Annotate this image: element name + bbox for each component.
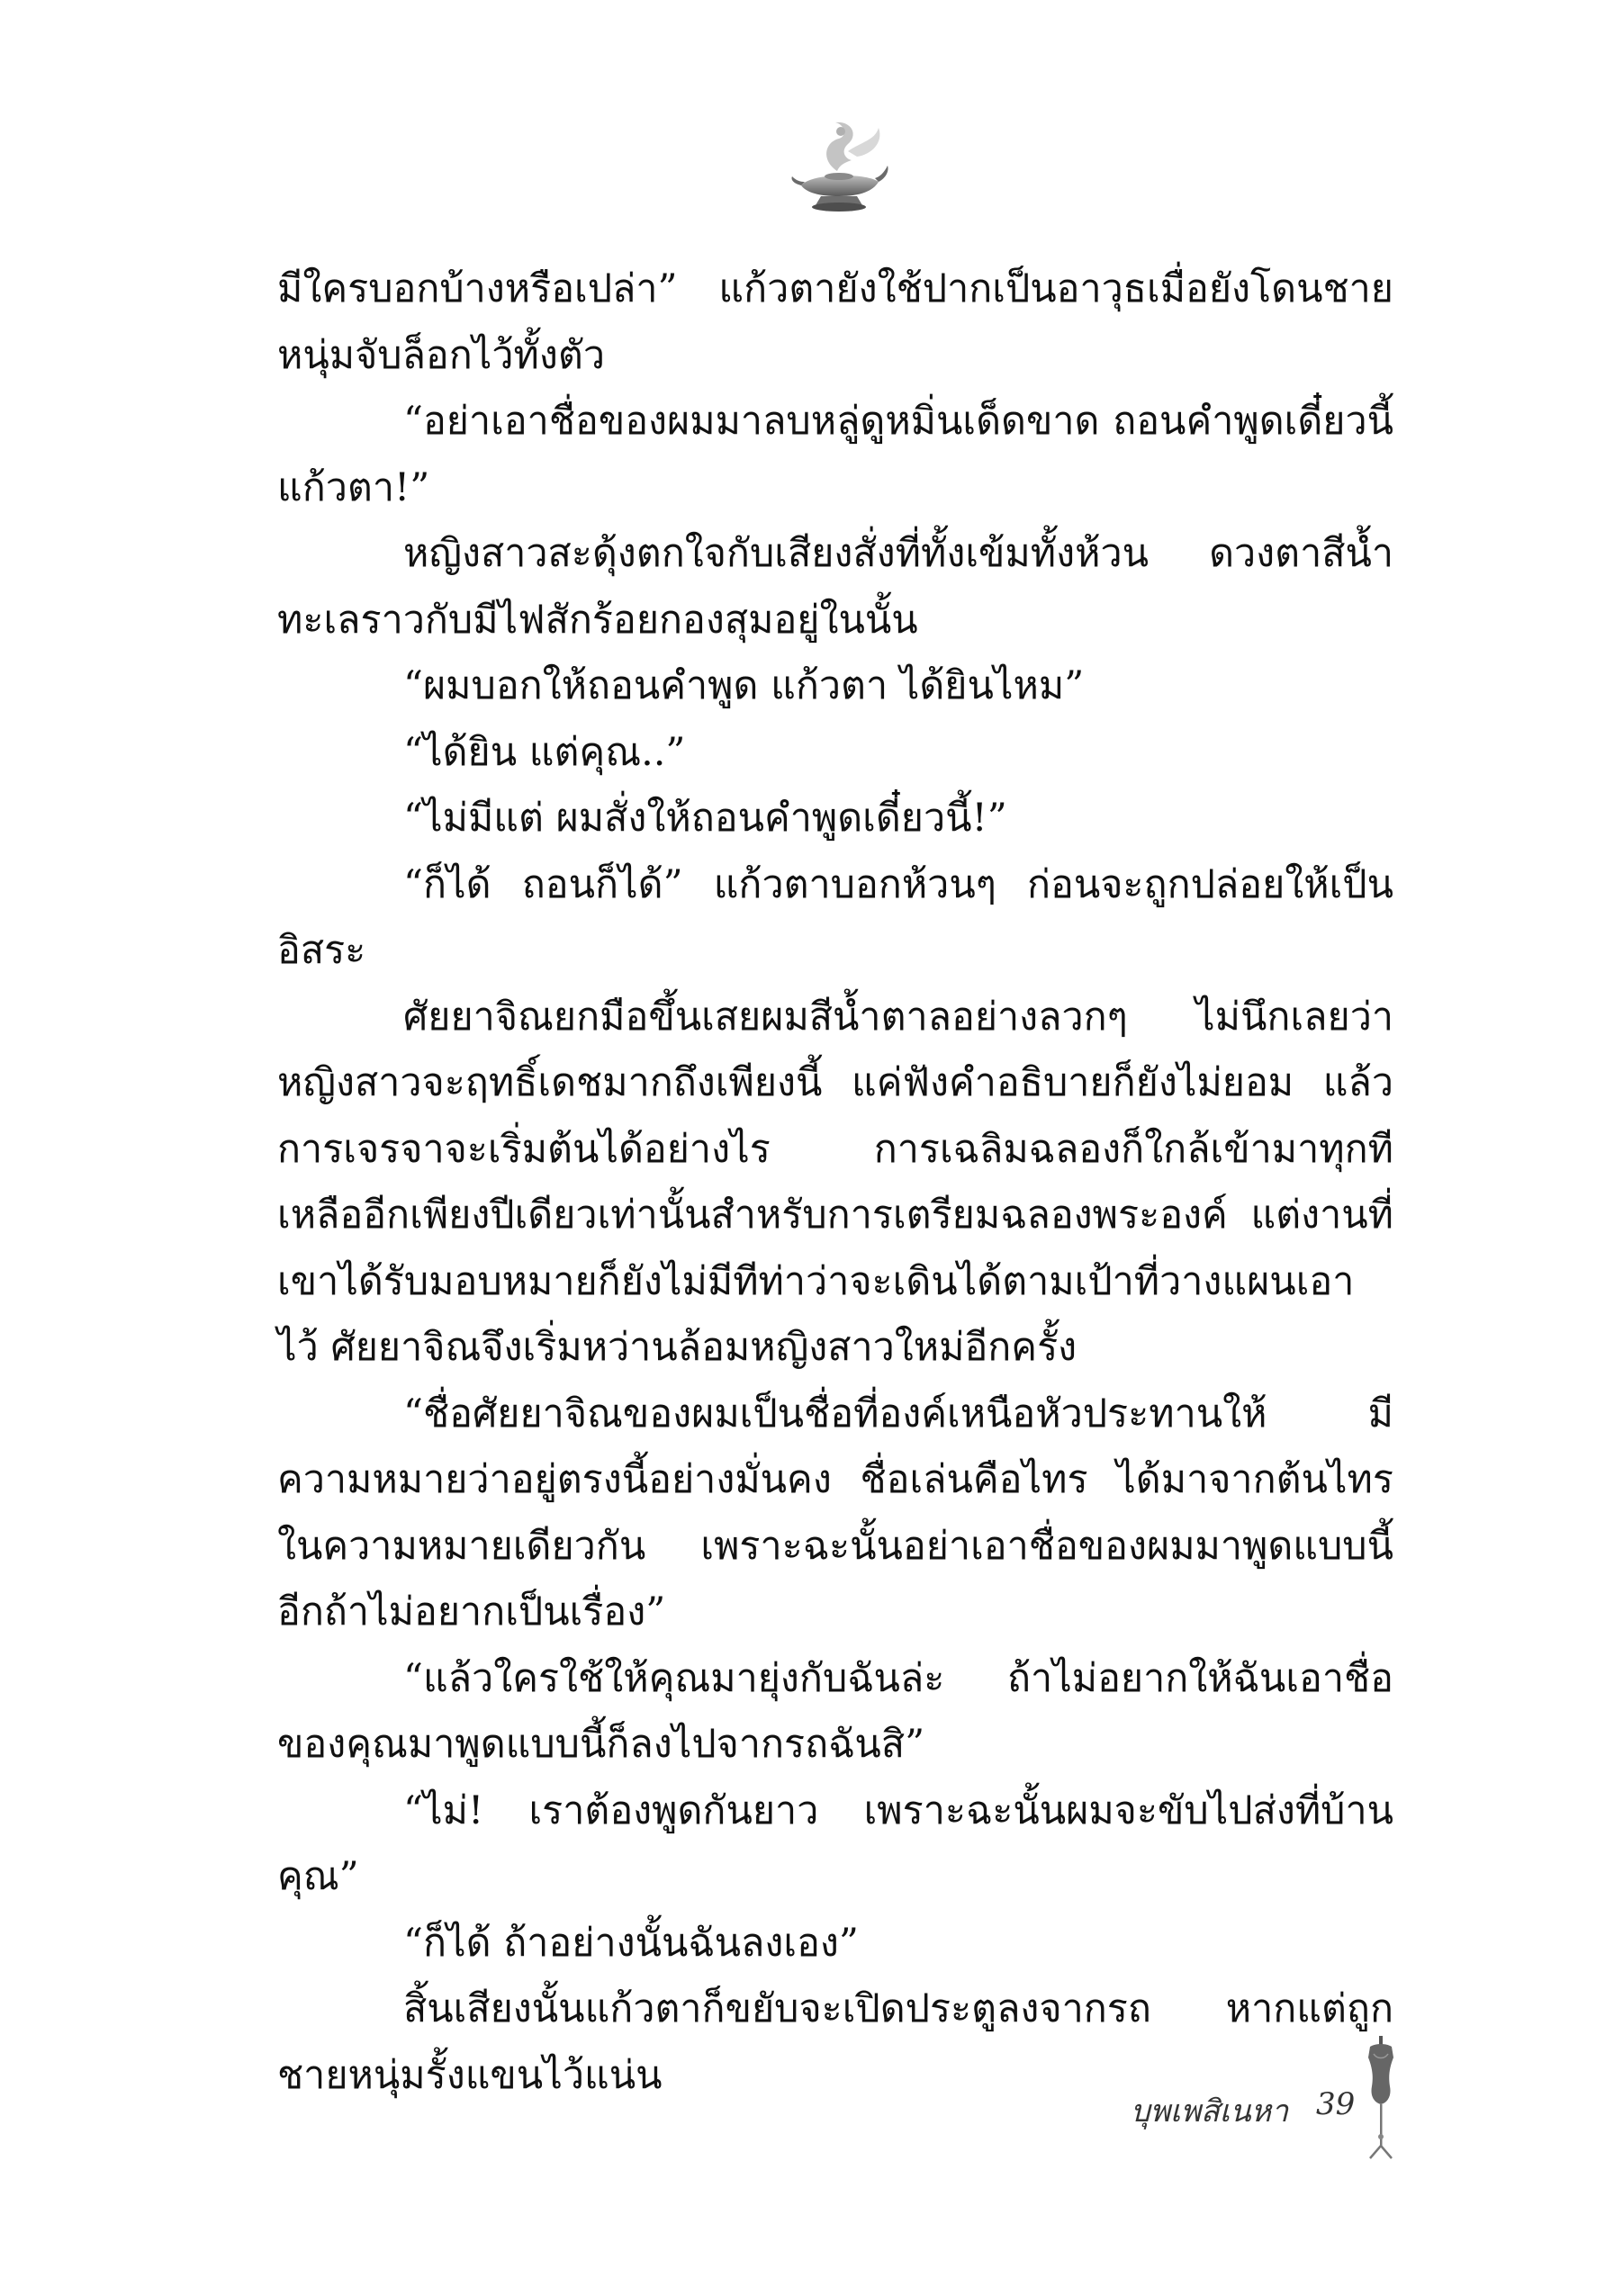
paragraph: “ก็ได้ ถอนก็ได้” แก้วตาบอกห้วนๆ ก่อนจะถูกปล่อยให้เป็นอิสระ bbox=[277, 861, 1393, 973]
paragraph: “ผมบอกให้ถอนคำพูด แก้วตา ได้ยินไหม” bbox=[403, 663, 1085, 708]
mannequin-icon bbox=[1361, 2036, 1401, 2162]
paragraph: “ได้ยิน แต่คุณ..” bbox=[403, 729, 686, 775]
paragraph: “แล้วใครใช้ให้คุณมายุ่งกับฉันล่ะ ถ้าไม่อยากให้ฉันเอาชื่อของคุณมาพูดแบบนี้ก็ลงไปจากรถฉันสิ” bbox=[277, 1655, 1393, 1767]
page-number: 39 bbox=[1316, 2086, 1356, 2122]
paragraph: “ไม่! เราต้องพูดกันยาว เพราะฉะนั้นผมจะขับไปส่งที่บ้านคุณ” bbox=[277, 1787, 1393, 1899]
running-footer-title: บุพเพสิเนหา bbox=[1131, 2093, 1289, 2129]
paragraph: หญิงสาวสะดุ้งตกใจกับเสียงสั่งที่ทั้งเข้มทั้งห้วน ดวงตาสีน้ำทะเลราวกับมีไฟสักร้อยกองสุมอยู่ในนั้น bbox=[277, 531, 1393, 643]
chapter-body bbox=[277, 257, 1393, 2109]
paragraph: มีใครบอกบ้างหรือเปล่า” แก้วตายังใช้ปากเป็นอาวุธเมื่อยังโดนชายหนุ่มจับล็อกไว้ทั้งตัว bbox=[277, 266, 1393, 378]
paragraph: “ก็ได้ ถ้าอย่างนั้นฉันลงเอง” bbox=[403, 1920, 859, 1966]
paragraph: “ไม่มีแต่ ผมสั่งให้ถอนคำพูดเดี๋ยวนี้!” bbox=[403, 796, 1007, 841]
oil-lamp-icon bbox=[785, 115, 893, 216]
paragraph: ศัยยาจิณยกมือขึ้นเสยผมสีน้ำตาลอย่างลวกๆ ไม่นึกเลยว่าหญิงสาวจะฤทธิ์เดชมากถึงเพียงนี้ แค่ฟังคำอธิบายก็ยังไม่ยอม แล้วการเจรจาจะเริ่มต้นได้อย่างไร การเฉลิมฉลองก็ใกล้เข้ามาทุกที เหลืออีกเพียงปีเดียวเท่านั้นสำหรับการเตรียมฉลองพระองค์ แต่งานที่เขาได้รับมอบหมายก็ยังไม่มีทีท่าว่าจะเดินได้ตามเป้าที่วางแผนเอาไว้ ศัยยาจิณจึงเริ่มหว่านล้อมหญิงสาวใหม่อีกครั้ง bbox=[277, 994, 1393, 1370]
paragraph: “ชื่อศัยยาจิณของผมเป็นชื่อที่องค์เหนือหัวประทานให้ มีความหมายว่าอยู่ตรงนี้อย่างมั่นคง ชื่อเล่นคือไทร ได้มาจากต้นไทรในความหมายเดียวกัน เพราะฉะนั้นอย่าเอาชื่อของผมมาพูดแบบนี้อีกถ้าไม่อยากเป็นเรื่อง” bbox=[277, 1391, 1393, 1634]
paragraph: “อย่าเอาชื่อของผมมาลบหลู่ดูหมิ่นเด็ดขาด ถอนคำพูดเดี๋ยวนี้ แก้วตา!” bbox=[277, 399, 1393, 510]
paragraph: สิ้นเสียงนั้นแก้วตาก็ขยับจะเปิดประตูลงจากรถ หากแต่ถูกชายหนุ่มรั้งแขนไว้แน่น bbox=[277, 1986, 1393, 2098]
